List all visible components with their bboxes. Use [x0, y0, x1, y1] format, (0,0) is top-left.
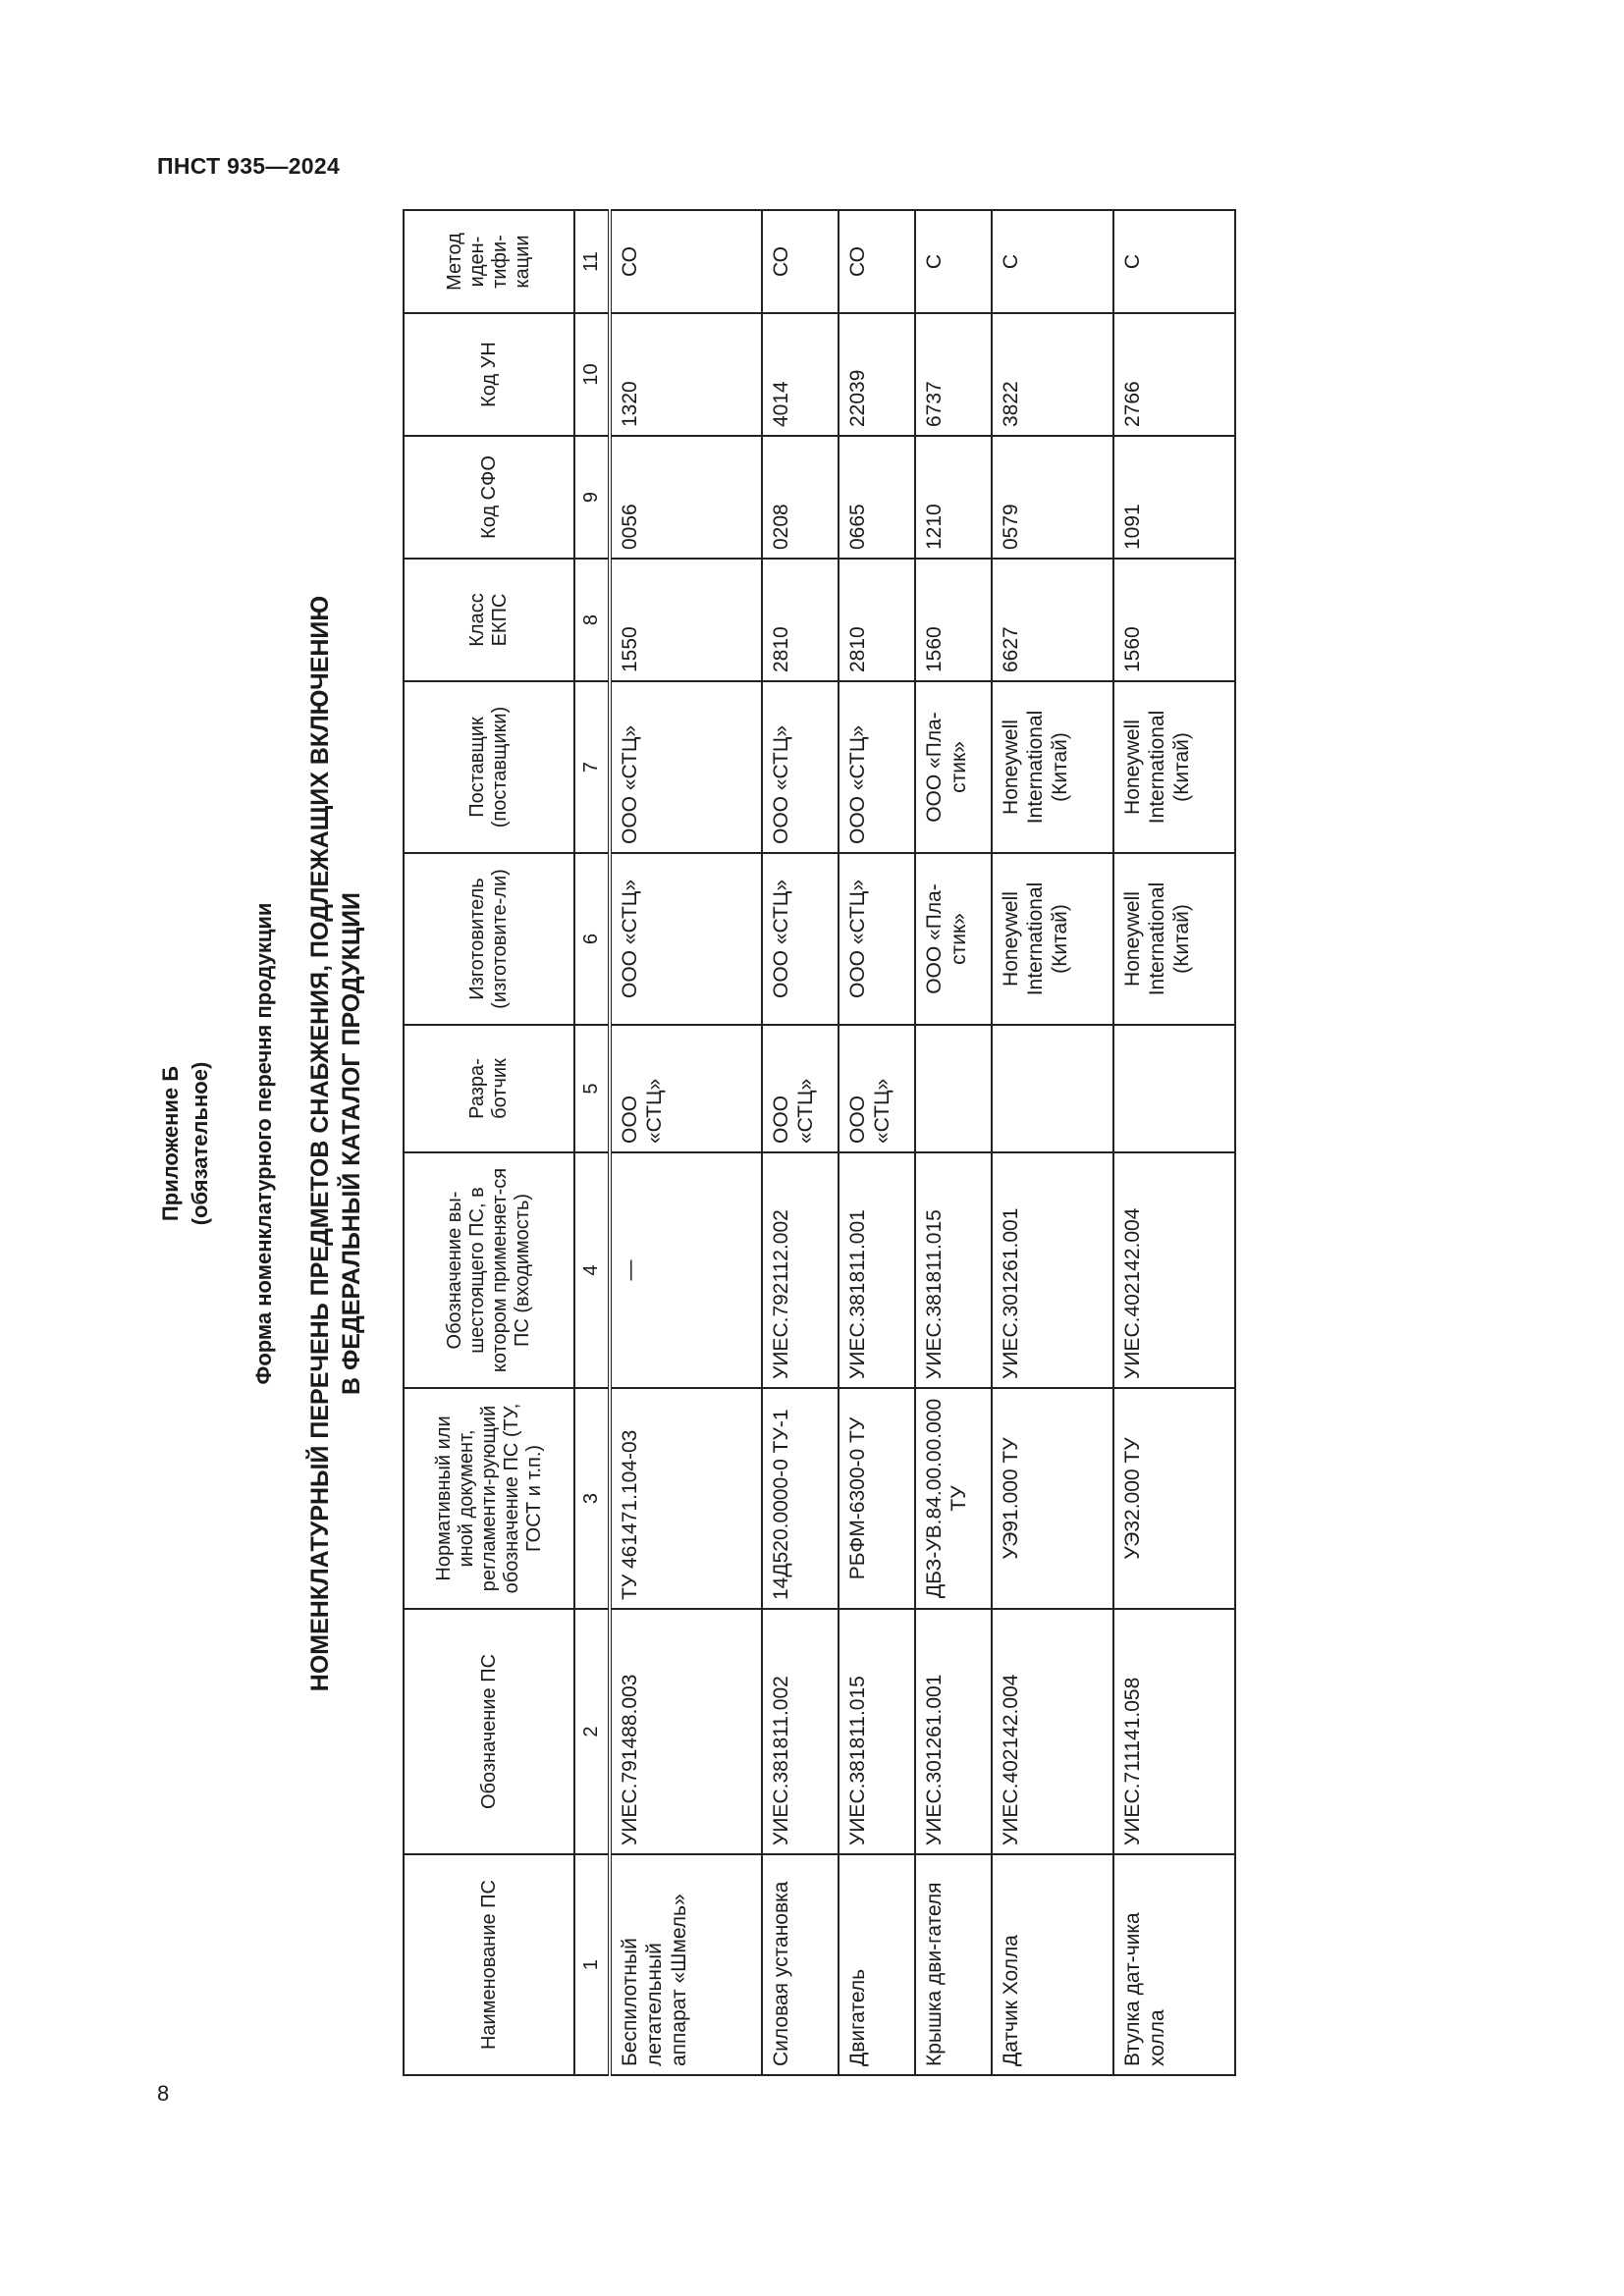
page-number: 8 — [157, 2081, 170, 2106]
cell-un: 1320 — [610, 313, 762, 436]
column-number: 6 — [574, 853, 610, 1025]
header-cell: Нормативный или иной документ, регламенти-рующий обозначение ПС (ТУ, ГОСТ и т.п.) — [404, 1388, 574, 1609]
cell-document: РБФМ-6300-0 ТУ — [839, 1388, 915, 1609]
cell-method: С — [992, 210, 1113, 313]
cell-name: Силовая установка — [762, 1854, 839, 2075]
form-title: Форма номенклатурного перечня продукции — [251, 902, 276, 1385]
rotated-annex — [157, 0, 1193, 2076]
cell-manufacturer: ООО «Пла-стик» — [915, 853, 992, 1025]
cell-name: Датчик Холла — [992, 1854, 1113, 2075]
cell-ekps: 2810 — [839, 559, 915, 681]
column-number-row — [574, 210, 610, 2075]
cell-designation: УИЕС.791488.003 — [610, 1609, 762, 1854]
cell-ekps: 2810 — [762, 559, 839, 681]
header-cell: Наименование ПС — [404, 1854, 574, 2075]
cell-supplier: Honeywell International (Китай) — [992, 681, 1113, 853]
cell-method: СО — [762, 210, 839, 313]
cell-ekps: 1560 — [915, 559, 992, 681]
document-code: ПНСТ 935—2024 — [157, 153, 341, 179]
cell-parent: — — [610, 1152, 762, 1388]
column-number: 9 — [574, 436, 610, 559]
cell-method: С — [1113, 210, 1235, 313]
annex-status: (обязательное) — [188, 1061, 212, 1226]
column-number: 2 — [574, 1609, 610, 1854]
table-row — [762, 210, 839, 2075]
header-cell: Поставщик (поставщики) — [404, 681, 574, 853]
cell-un: 4014 — [762, 313, 839, 436]
cell-document: УЭ32.000 ТУ — [1113, 1388, 1235, 1609]
cell-method: СО — [610, 210, 762, 313]
cell-sfo: 0665 — [839, 436, 915, 559]
nomenclature-table — [403, 209, 1236, 2076]
annex-label: Приложение Б — [158, 1065, 183, 1222]
main-title-line-2: В ФЕДЕРАЛЬНЫЙ КАТАЛОГ ПРОДУКЦИИ — [338, 891, 365, 1396]
cell-un: 22039 — [839, 313, 915, 436]
column-number: 4 — [574, 1152, 610, 1388]
cell-designation: УИЕС.381811.002 — [762, 1609, 839, 1854]
cell-method: С — [915, 210, 992, 313]
column-number: 8 — [574, 559, 610, 681]
cell-supplier: ООО «СТЦ» — [610, 681, 762, 853]
cell-parent: УИЕС.381811.001 — [839, 1152, 915, 1388]
cell-parent: УИЕС.402142.004 — [1113, 1152, 1235, 1388]
cell-manufacturer: ООО «СТЦ» — [839, 853, 915, 1025]
cell-supplier: ООО «Пла-стик» — [915, 681, 992, 853]
cell-supplier: ООО «СТЦ» — [762, 681, 839, 853]
column-number: 7 — [574, 681, 610, 853]
cell-name: Втулка дат-чика холла — [1113, 1854, 1235, 2075]
header-cell: Код СФО — [404, 436, 574, 559]
cell-sfo: 1210 — [915, 436, 992, 559]
cell-developer: ООО «СТЦ» — [610, 1025, 762, 1152]
cell-manufacturer: ООО «СТЦ» — [610, 853, 762, 1025]
cell-ekps: 1550 — [610, 559, 762, 681]
header-cell: Код УН — [404, 313, 574, 436]
cell-manufacturer: ООО «СТЦ» — [762, 853, 839, 1025]
cell-document: 14Д520.0000-0 ТУ-1 — [762, 1388, 839, 1609]
cell-designation: УИЕС.711141.058 — [1113, 1609, 1235, 1854]
cell-name: Беспилотный летательный аппарат «Шмель» — [610, 1854, 762, 2075]
cell-un: 3822 — [992, 313, 1113, 436]
cell-method: СО — [839, 210, 915, 313]
main-title-line-1: НОМЕНКЛАТУРНЫЙ ПЕРЕЧЕНЬ ПРЕДМЕТОВ СНАБЖЕНИЯ, ПОДЛЕЖАЩИХ ВКЛЮЧЕНИЮ — [306, 595, 334, 1692]
cell-sfo: 0056 — [610, 436, 762, 559]
cell-designation: УИЕС.381811.015 — [839, 1609, 915, 1854]
cell-parent: УИЕС.381811.015 — [915, 1152, 992, 1388]
cell-ekps: 6627 — [992, 559, 1113, 681]
cell-name: Крышка дви-гателя — [915, 1854, 992, 2075]
header-cell: Изготовитель (изготовите-ли) — [404, 853, 574, 1025]
cell-document: УЭ91.000 ТУ — [992, 1388, 1113, 1609]
table-row — [992, 210, 1113, 2075]
cell-document: ТУ 461471.104-03 — [610, 1388, 762, 1609]
cell-sfo: 0208 — [762, 436, 839, 559]
cell-designation: УИЕС.402142.004 — [992, 1609, 1113, 1854]
cell-developer — [992, 1025, 1113, 1152]
table-header-row — [404, 210, 574, 2075]
column-number: 5 — [574, 1025, 610, 1152]
cell-developer: ООО «СТЦ» — [762, 1025, 839, 1152]
header-cell: Обозначение вы-шестоящего ПС, в котором применяет-ся ПС (входимость) — [404, 1152, 574, 1388]
cell-supplier: Honeywell International (Китай) — [1113, 681, 1235, 853]
cell-parent: УИЕС.301261.001 — [992, 1152, 1113, 1388]
cell-name: Двигатель — [839, 1854, 915, 2075]
cell-manufacturer: Honeywell International (Китай) — [992, 853, 1113, 1025]
column-number: 1 — [574, 1854, 610, 2075]
cell-sfo: 1091 — [1113, 436, 1235, 559]
header-cell: Класс ЕКПС — [404, 559, 574, 681]
cell-sfo: 0579 — [992, 436, 1113, 559]
column-number: 11 — [574, 210, 610, 313]
cell-designation: УИЕС.301261.001 — [915, 1609, 992, 1854]
table-row — [839, 210, 915, 2075]
cell-manufacturer: Honeywell International (Китай) — [1113, 853, 1235, 1025]
cell-developer — [915, 1025, 992, 1152]
cell-developer: ООО «СТЦ» — [839, 1025, 915, 1152]
column-number: 3 — [574, 1388, 610, 1609]
table-row — [915, 210, 992, 2075]
cell-ekps: 1560 — [1113, 559, 1235, 681]
cell-document: ДБЗ-УВ.84.00.00.000 ТУ — [915, 1388, 992, 1609]
header-cell: Метод иден-тифи-кации — [404, 210, 574, 313]
main-title — [304, 211, 367, 2076]
table-row — [610, 210, 762, 2075]
cell-developer — [1113, 1025, 1235, 1152]
cell-un: 6737 — [915, 313, 992, 436]
cell-supplier: ООО «СТЦ» — [839, 681, 915, 853]
table-row — [1113, 210, 1235, 2075]
header-cell: Разра-ботчик — [404, 1025, 574, 1152]
cell-un: 2766 — [1113, 313, 1235, 436]
column-number: 10 — [574, 313, 610, 436]
cell-parent: УИЕС.792112.002 — [762, 1152, 839, 1388]
header-cell: Обозначение ПС — [404, 1609, 574, 1854]
